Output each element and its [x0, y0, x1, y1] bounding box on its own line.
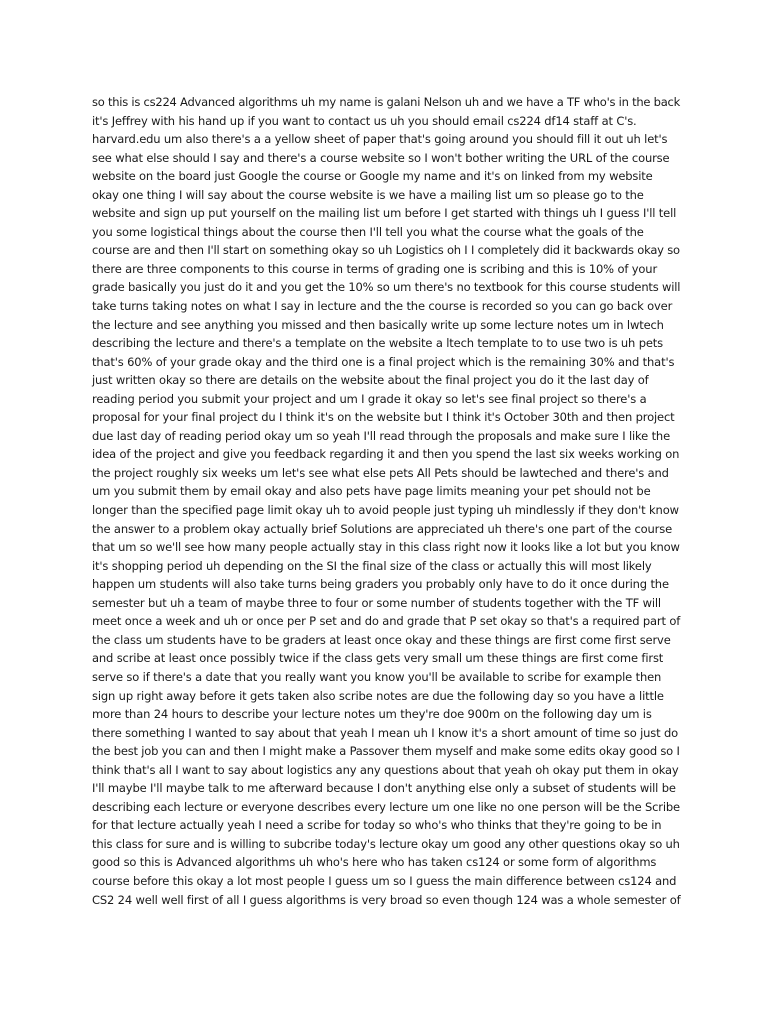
transcript-line: idea of the project and give you feedback regarding it and then you spend the last six weeks working on [92, 447, 680, 462]
transcript-line: take turns taking notes on what I say in lecture and the the course is recorded so you can go back over [92, 299, 673, 314]
transcript-line: think that's all I want to say about logistics any any questions about that yeah oh okay put them in okay [92, 762, 679, 777]
transcript-line: describing each lecture or everyone describes every lecture um one like no one person will be the Scribe [92, 799, 680, 814]
transcript-line: website and sign up put yourself on the mailing list um before I get started with things uh I guess I'll tell [92, 206, 677, 221]
transcript-line: there are three components to this course in terms of grading one is scribing and this is 10% of your [92, 261, 658, 276]
transcript-line: there something I wanted to say about that yeah I mean uh I know it's a short amount of time so just do [92, 725, 679, 740]
transcript-line: that's 60% of your grade okay and the third one is a final project which is the remaining 30% and that's [92, 354, 675, 369]
transcript-line: longer than the specified page limit okay uh to avoid people just typing uh mindlessly if they don't know [92, 503, 679, 518]
transcript-line: happen um students will also take turns being graders you probably only have to do it once during the [92, 577, 669, 592]
transcript-line: the answer to a problem okay actually brief Solutions are appreciated uh there's one part of the course [92, 521, 673, 536]
transcript-line: semester but uh a team of maybe three to four or some number of students together with the TF will [92, 595, 661, 610]
transcript-line: more than 24 hours to describe your lecture notes um they're doe 900m on the following day um is [92, 707, 652, 722]
transcript-line: proposal for your final project du I think it's on the website but I think it's October 30th and then project [92, 410, 675, 425]
transcript-line: the class um students have to be graders at least once okay and these things are first come first serve [92, 632, 671, 647]
transcript-line: grade basically you just do it and you get the 10% so um there's no textbook for this course students will [92, 280, 681, 295]
transcript-line: serve so if there's a date that you really want you know you'll be available to scribe for example then [92, 669, 662, 684]
transcript-line: so this is cs224 Advanced algorithms uh my name is galani Nelson uh and we have a TF who's in the back [92, 95, 681, 109]
transcript-line: you some logistical things about the course then I'll tell you what the course what the goals of the [92, 224, 644, 239]
transcript-line: reading period you submit your project and um I grade it okay so let's see final project so there's a [92, 391, 647, 406]
transcript-line: good so this is Advanced algorithms uh who's here who has taken cs124 or some form of algorithms [92, 855, 657, 870]
transcript-line: see what else should I say and there's a course website so I won't bother writing the URL of the course [92, 150, 670, 165]
transcript-line: describing the lecture and there's a template on the website a ltech template to to use two is uh pets [92, 336, 663, 351]
transcript-line: the project roughly six weeks um let's see what else pets All Pets should be lawteched and there's and [92, 465, 669, 480]
transcript-line: just written okay so there are details on the website about the final project you do it the last day of [92, 373, 649, 388]
transcript-line: meet once a week and uh or once per P set and do and grade that P set okay so that's a required part of [92, 614, 681, 629]
transcript-line: this class for sure and is willing to subcribe today's lecture okay um good any other questions okay so uh [92, 836, 680, 851]
transcript-line: harvard.edu um also there's a a yellow sheet of paper that's going around you should fill it out uh let's [92, 132, 668, 147]
lecture-transcript [92, 93, 681, 909]
transcript-line: and scribe at least once possibly twice if the class gets very small um these things are first come first [92, 651, 664, 666]
transcript-line: the best job you can and then I might make a Passover them myself and make some edits okay good so I [92, 744, 680, 759]
transcript-line: CS2 24 well well first of all I guess algorithms is very broad so even though 124 was a whole semester of [92, 892, 681, 907]
transcript-line: it's shopping period uh depending on the SI the final size of the class or actually this will most likely [92, 558, 652, 573]
transcript-line: sign up right away before it gets taken also scribe notes are due the following day so you have a little [92, 688, 664, 703]
transcript-line: website on the board just Google the course or Google my name and it's on linked from my website [92, 169, 653, 184]
transcript-line: um you submit them by email okay and also pets have page limits meaning your pet should not be [92, 484, 651, 499]
transcript-line: I'll maybe I'll maybe talk to me afterward because I don't anything else only a subset of students will be [92, 781, 676, 796]
transcript-line: the lecture and see anything you missed and then basically write up some lecture notes um in lwtech [92, 317, 664, 332]
transcript-line: that um so we'll see how many people actually stay in this class right now it looks like a lot but you know [92, 540, 680, 555]
transcript-line: course are and then I'll start on something okay so uh Logistics oh I I completely did it backwards okay so [92, 243, 680, 258]
transcript-line: course before this okay a lot most people I guess um so I guess the main difference between cs124 and [92, 873, 677, 888]
transcript-line: it's Jeffrey with his hand up if you want to contact us uh you should email cs224 df14 staff at C's. [92, 113, 637, 128]
transcript-line: for that lecture actually yeah I need a scribe for today so who's who thinks that they're going to be in [92, 818, 662, 833]
transcript-line: due last day of reading period okay um so yeah I'll read through the proposals and make sure I like the [92, 428, 670, 443]
transcript-line: okay one thing I will say about the course website is we have a mailing list um so please go to the [92, 187, 644, 202]
